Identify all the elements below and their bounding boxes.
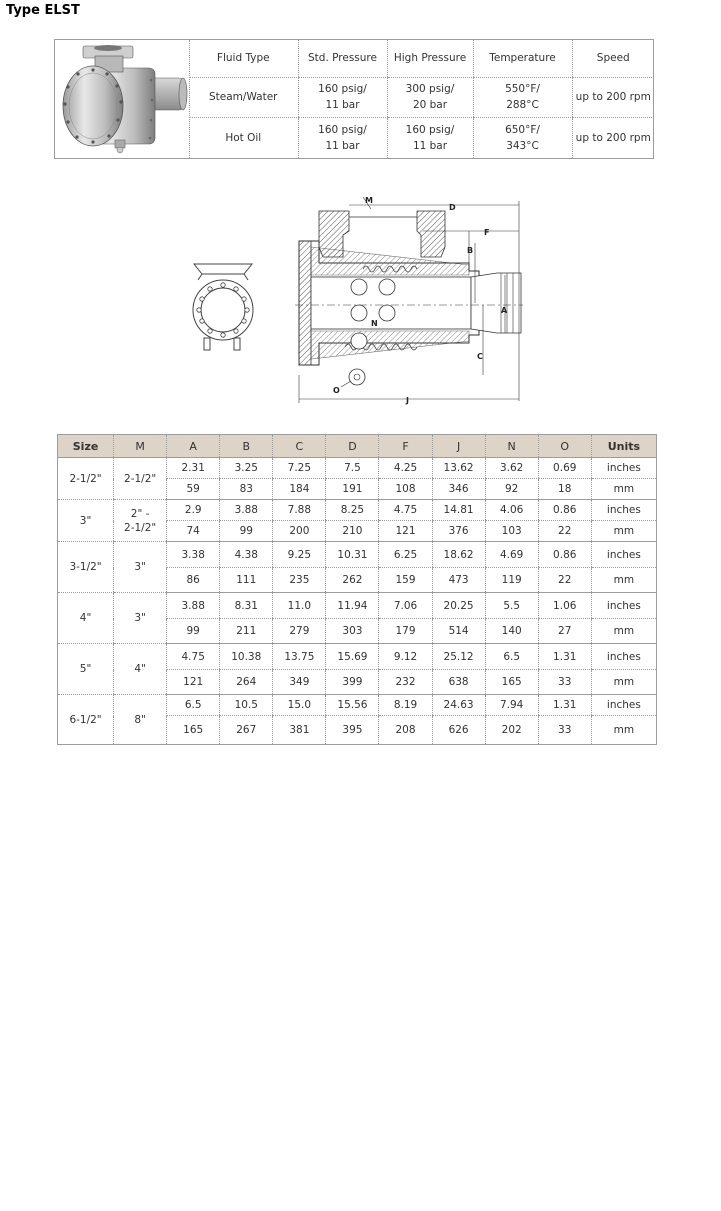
cell-value: 25.12 [432,644,485,670]
cell-value: 6.5 [485,644,538,670]
cell-value: 4.25 [379,458,432,479]
cell-value: 7.5 [326,458,379,479]
cell-value: 208 [379,716,432,745]
cell-value: 279 [273,619,326,644]
cell-value: 2.9 [167,500,220,521]
spec-cell-std-pressure: 160 psig/ 11 bar [298,117,387,158]
cell-value: 1.31 [538,644,591,670]
dim-header-j: J [432,435,485,458]
cell-value: 10.31 [326,542,379,568]
spec-cell-temperature: 650°F/ 343°C [473,117,572,158]
cell-units: inches [591,542,656,568]
cell-m: 8" [114,695,167,745]
cell-value: 18 [538,479,591,500]
cell-value: 264 [220,670,273,695]
cell-size: 6-1/2" [58,695,114,745]
section-view-drawing [293,195,525,411]
cell-value: 13.75 [273,644,326,670]
label-j: J [406,396,409,405]
table-row [58,458,657,479]
cell-value: 0.69 [538,458,591,479]
cell-value: 395 [326,716,379,745]
label-f: F [484,228,490,237]
cell-value: 140 [485,619,538,644]
table-row [58,695,657,716]
cell-value: 103 [485,521,538,542]
cell-units: mm [591,619,656,644]
cell-value: 13.62 [432,458,485,479]
cell-value: 202 [485,716,538,745]
cell-value: 83 [220,479,273,500]
cell-value: 0.86 [538,542,591,568]
cell-value: 121 [167,670,220,695]
cell-value: 99 [220,521,273,542]
spec-cell-high-pressure: 300 psig/ 20 bar [387,77,473,117]
cell-value: 10.5 [220,695,273,716]
cell-value: 86 [167,568,220,593]
dim-header-f: F [379,435,432,458]
cell-value: 473 [432,568,485,593]
label-m: M [365,196,373,205]
cell-value: 184 [273,479,326,500]
spec-header-speed: Speed [572,40,654,77]
cell-value: 200 [273,521,326,542]
cell-units: inches [591,593,656,619]
cell-value: 59 [167,479,220,500]
side-view-drawing [184,258,264,358]
cell-value: 232 [379,670,432,695]
dimension-table-body [58,458,657,745]
cell-value: 346 [432,479,485,500]
cell-size: 3" [58,500,114,542]
cell-value: 8.31 [220,593,273,619]
dim-header-size: Size [58,435,114,458]
cell-units: mm [591,479,656,500]
cell-units: mm [591,521,656,542]
cell-value: 74 [167,521,220,542]
label-d: D [449,203,456,212]
dim-header-c: C [273,435,326,458]
page-title: Type ELST [6,3,80,18]
dim-header-d: D [326,435,379,458]
cell-value: 111 [220,568,273,593]
cell-value: 121 [379,521,432,542]
cell-value: 20.25 [432,593,485,619]
table-row [58,542,657,568]
cell-value: 99 [167,619,220,644]
spec-cell-std-pressure: 160 psig/ 11 bar [298,77,387,117]
dim-header-o: O [538,435,591,458]
cell-value: 10.38 [220,644,273,670]
dim-header-m: M [114,435,167,458]
cell-value: 22 [538,568,591,593]
cell-value: 7.88 [273,500,326,521]
cell-value: 11.0 [273,593,326,619]
cell-value: 210 [326,521,379,542]
cell-value: 15.56 [326,695,379,716]
cell-m: 2" - 2-1/2" [114,500,167,542]
cell-value: 22 [538,521,591,542]
cell-value: 5.5 [485,593,538,619]
label-a: A [501,306,508,315]
cell-value: 626 [432,716,485,745]
label-o: O [333,386,340,395]
cell-value: 4.75 [167,644,220,670]
cell-size: 4" [58,593,114,644]
cell-value: 262 [326,568,379,593]
cell-size: 3-1/2" [58,542,114,593]
cell-value: 3.62 [485,458,538,479]
label-b: B [467,246,474,255]
cell-value: 3.88 [167,593,220,619]
table-row [58,500,657,521]
cell-value: 33 [538,670,591,695]
cell-value: 9.12 [379,644,432,670]
dim-header-units: Units [591,435,656,458]
cell-value: 1.06 [538,593,591,619]
cell-value: 3.38 [167,542,220,568]
cell-value: 9.25 [273,542,326,568]
spec-header-temperature: Temperature [473,40,572,77]
cell-value: 7.25 [273,458,326,479]
cell-value: 18.62 [432,542,485,568]
cell-value: 179 [379,619,432,644]
cell-value: 15.69 [326,644,379,670]
spec-cell-speed: up to 200 rpm [572,117,654,158]
cell-value: 2.31 [167,458,220,479]
dimension-table [57,434,657,745]
cell-units: inches [591,458,656,479]
spec-table-container [54,39,654,159]
cell-value: 376 [432,521,485,542]
cell-value: 303 [326,619,379,644]
cell-m: 2-1/2" [114,458,167,500]
cell-value: 514 [432,619,485,644]
cell-value: 638 [432,670,485,695]
spec-header-high-pressure: High Pressure [387,40,473,77]
cell-value: 27 [538,619,591,644]
cell-value: 4.06 [485,500,538,521]
cell-value: 3.88 [220,500,273,521]
cell-value: 211 [220,619,273,644]
cell-value: 165 [485,670,538,695]
cell-size: 5" [58,644,114,695]
spec-cell-high-pressure: 160 psig/ 11 bar [387,117,473,158]
cell-value: 14.81 [432,500,485,521]
cell-units: mm [591,568,656,593]
label-c: C [477,352,483,361]
cell-value: 11.94 [326,593,379,619]
spec-cell-fluid: Steam/Water [189,77,298,117]
cell-value: 24.63 [432,695,485,716]
label-n: N [371,319,378,328]
spec-header-std-pressure: Std. Pressure [298,40,387,77]
cell-value: 1.31 [538,695,591,716]
cell-value: 3.25 [220,458,273,479]
cell-value: 159 [379,568,432,593]
cell-value: 33 [538,716,591,745]
cell-value: 92 [485,479,538,500]
cell-value: 119 [485,568,538,593]
cell-value: 399 [326,670,379,695]
cell-m: 3" [114,593,167,644]
spec-header-fluid: Fluid Type [189,40,298,77]
table-row [58,593,657,619]
table-row [58,644,657,670]
cell-units: inches [591,695,656,716]
cell-value: 235 [273,568,326,593]
cell-value: 191 [326,479,379,500]
dim-header-n: N [485,435,538,458]
spec-cell-fluid: Hot Oil [225,131,262,144]
cell-value: 8.25 [326,500,379,521]
cell-value: 108 [379,479,432,500]
dim-header-b: B [220,435,273,458]
cell-units: mm [591,670,656,695]
spec-cell-speed: up to 200 rpm [572,77,654,117]
cell-value: 267 [220,716,273,745]
cell-value: 15.0 [273,695,326,716]
cell-value: 7.94 [485,695,538,716]
cell-units: inches [591,644,656,670]
cell-value: 4.69 [485,542,538,568]
cell-value: 6.25 [379,542,432,568]
cell-value: 6.5 [167,695,220,716]
cell-value: 7.06 [379,593,432,619]
cell-value: 165 [167,716,220,745]
cell-value: 4.38 [220,542,273,568]
cell-value: 4.75 [379,500,432,521]
cell-m: 3" [114,542,167,593]
cell-value: 381 [273,716,326,745]
cell-value: 0.86 [538,500,591,521]
cell-units: mm [591,716,656,745]
product-photo [55,40,190,158]
spec-table [189,40,654,158]
dim-header-a: A [167,435,220,458]
cell-value: 349 [273,670,326,695]
cell-m: 4" [114,644,167,695]
cell-size: 2-1/2" [58,458,114,500]
spec-cell-temperature: 550°F/ 288°C [473,77,572,117]
cell-units: inches [591,500,656,521]
cell-value: 8.19 [379,695,432,716]
